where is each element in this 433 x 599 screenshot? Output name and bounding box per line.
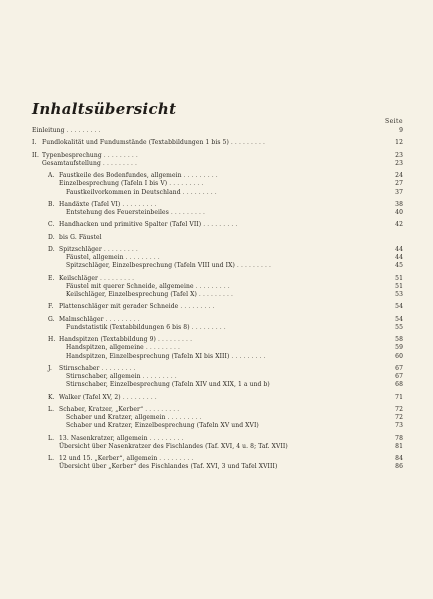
toc-entry: Schaber und Kratzer, Einzelbesprechung (Tafeln XV und XVI) 73 — [66, 422, 403, 430]
toc-entry: C. Handhacken und primitive Spalter (Tafel VII) . . . 42 — [32, 221, 403, 229]
toc-entry: E. Keilschläger . . . 51 — [32, 275, 403, 283]
toc-entry: Faustkeilvorkommen in Deutschland . . . 37 — [32, 189, 403, 197]
toc-entry: Keilschläger, Einzelbesprechung (Tafel X) . . . 53 — [32, 291, 403, 299]
toc-entry: J. Stirnschaber . . . 67 — [32, 365, 403, 373]
toc-entry: Übersicht über „Kerber“ des Fischlandes (Taf. XVI, 3 und Tafel XVIII) 86 — [59, 463, 403, 471]
toc-entry: L. 13. Nasenkratzer, allgemein . . . 78 — [32, 435, 403, 443]
toc-entry: D. bis G. Fäustel — [48, 233, 102, 241]
toc-entry: K. Walker (Tafel XV, 2) . . . 71 — [32, 394, 403, 402]
toc-entry: Spitzschläger, Einzelbesprechung (Tafeln VIII und IX) . . . 45 — [32, 262, 403, 270]
page-title: Inhaltsübersicht — [32, 100, 177, 118]
toc-entry: Einzelbesprechung (Tafeln I bis V) . . . 27 — [32, 180, 403, 188]
toc-entry: L. 12 und 15. „Kerber“, allgemein . . . 84 — [32, 455, 403, 463]
toc-entry: G. Malmschläger . . . 54 — [32, 316, 403, 324]
toc-entry: Einleitung . . . 9 — [32, 127, 403, 135]
table-of-contents — [32, 127, 403, 472]
toc-entry: Übersicht über Nasenkratzer des Fischlandes (Taf. XVI, 4 u. 8; Taf. XVII) 81 — [59, 442, 403, 450]
toc-entry: I. Fundlokalität und Fundumstände (Textabbildungen 1 bis 5) . . . 12 — [32, 139, 403, 147]
toc-entry: Gesamtaufstellung . . . 23 — [32, 160, 403, 168]
seite-column-label: Seite — [384, 118, 403, 125]
toc-entry: H. Handspitzen (Textabbildung 9) . . . 58 — [32, 336, 403, 344]
toc-entry: Fäustel mit querer Schneide, allgemeine . . . 51 — [32, 283, 403, 291]
toc-entry: A. Faustkeile des Bodenfundes, allgemein . . . 24 — [32, 172, 403, 180]
toc-entry: II. Typenbesprechung . . . 23 — [32, 152, 403, 160]
toc-entry: Stirnschaber, Einzelbesprechung (Tafeln XIV und XIX, 1 a und b) 68 — [66, 381, 403, 389]
toc-entry: Stirnschaber, allgemein . . . 67 — [32, 373, 403, 381]
toc-entry: Entstehung des Feuersteinbeiles . . . 40 — [32, 209, 403, 217]
toc-entry: Fäustel, allgemein . . . 44 — [32, 254, 403, 262]
toc-entry: Fundstatistik (Textabbildungen 6 bis 8) . . . 55 — [32, 324, 403, 332]
toc-entry: Handspitzen, allgemeine . . . 59 — [32, 344, 403, 352]
toc-entry: Schaber und Kratzer, allgemein . . . 72 — [32, 414, 403, 422]
toc-entry: F. Plattenschläger mit gerader Schneide . . . 54 — [32, 303, 403, 311]
toc-entry: B. Handäxte (Tafel VI) . . . 38 — [32, 201, 403, 209]
toc-entry: Handspitzen, Einzelbesprechung (Tafeln XI bis XIII) . . . 60 — [32, 353, 403, 361]
toc-entry: D. Spitzschläger . . . 44 — [32, 246, 403, 254]
toc-entry: L. Schaber, Kratzer, „Kerber“ . . . 72 — [32, 406, 403, 414]
